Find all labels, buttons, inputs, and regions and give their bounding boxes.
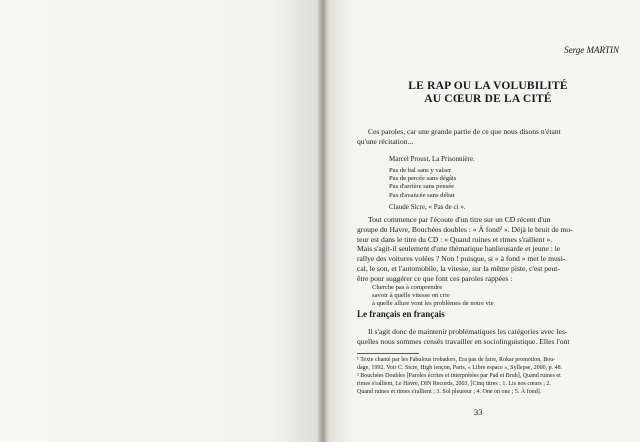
title-line-1: LE RAP OU LA VOLUBILITÉ bbox=[408, 80, 568, 92]
page-number: 33 bbox=[474, 407, 483, 417]
epigraph-verse: Pas de bal sans y valser bbox=[389, 167, 452, 174]
body-line: cal, le son, et l'automobile, la vitesse, sur la même piste, c'est peut- bbox=[357, 263, 560, 273]
epigraph-verse: Pas d'avancée sans débat bbox=[389, 191, 455, 199]
intro-line-1: Ces paroles, car une grande partie de ce que nous disons n'étant bbox=[368, 127, 561, 136]
epigraph-verses bbox=[389, 167, 456, 200]
section-line: quelles nous sommes censés travailler en sociolinguistique. Elles l'ont bbox=[357, 336, 570, 346]
epigraph-source-2: Claude Sicre, « Pas de ci ». bbox=[389, 203, 466, 211]
section-paragraph bbox=[357, 327, 619, 347]
footnotes bbox=[357, 357, 619, 397]
epigraph-verse: Pas de percée sans dégâts bbox=[389, 175, 457, 183]
section-line: Il s'agit donc de maintenir problématiques les catégories avec les- bbox=[368, 327, 568, 336]
body-line: Mais s'agit-il seulement d'une thématique banlieusarde et jeune : le bbox=[357, 244, 561, 254]
intro-line-2: qu'une récitation... bbox=[357, 137, 414, 146]
body-line: teur est dans le titre du CD : « Quand ruines et rimes s'rallient ». bbox=[357, 234, 553, 244]
body-line: Tout commence par l'écoute d'un titre sur un CD récent d'un bbox=[368, 215, 551, 224]
title-line-2: AU CŒUR DE LA CITÉ bbox=[424, 93, 552, 105]
footnote-line: Quand ruines et rimes s'rallient ; 3. Sol pleureur ; 4. One on one ; 5. À fond]. bbox=[357, 388, 542, 395]
body-line: rallye des voitures volées ? Non ! puisque, si « à fond » met le musi- bbox=[357, 254, 566, 264]
footnote-line: dage, 1992. Voir C. Sicre, High tençon, Paris, « Libre espace », Syllepse, 2000, p. 48. bbox=[357, 364, 563, 371]
footnote-line: ¹ Texte chanté par les Fabulous trobadors, Era pas de faire, Rokar promotion, Bou- bbox=[357, 357, 556, 363]
body-paragraph bbox=[357, 215, 619, 284]
quote-line: savoir à quelle vitesse on crie bbox=[372, 292, 450, 300]
footnote-line: ² Bouchées Doubles [Paroles écrites et interprétées par Pad et Bruh], Quand ruines et bbox=[357, 372, 561, 379]
body-line: groupe du Havre, Bouchées doubles : « À fond² ». Déjà le bruit de mo- bbox=[357, 224, 573, 234]
body-line: être pour suggérer ce que font ces paroles rappées : bbox=[357, 273, 513, 283]
quote-line: à quelle allure vont les problèmes de notre vie bbox=[372, 300, 494, 308]
epigraph-verse: Pas d'arrière sans pensée bbox=[389, 183, 455, 191]
section-heading: Le français en français bbox=[357, 309, 445, 319]
author-name: Serge MARTIN bbox=[564, 45, 619, 55]
footnote-rule bbox=[357, 353, 419, 354]
rap-quote bbox=[372, 284, 494, 309]
footnote-line: rimes s'rallient, Le Havre, DIN Records, 2003, [Cinq titres : 1. Lis nos cœurs ; 2. bbox=[357, 380, 551, 387]
book-gutter bbox=[318, 0, 330, 442]
article-title bbox=[357, 80, 619, 106]
epigraph-source-1: Marcel Proust, La Prisonnière. bbox=[389, 155, 475, 163]
quote-line: Cherche pas à comprendre bbox=[372, 284, 443, 291]
